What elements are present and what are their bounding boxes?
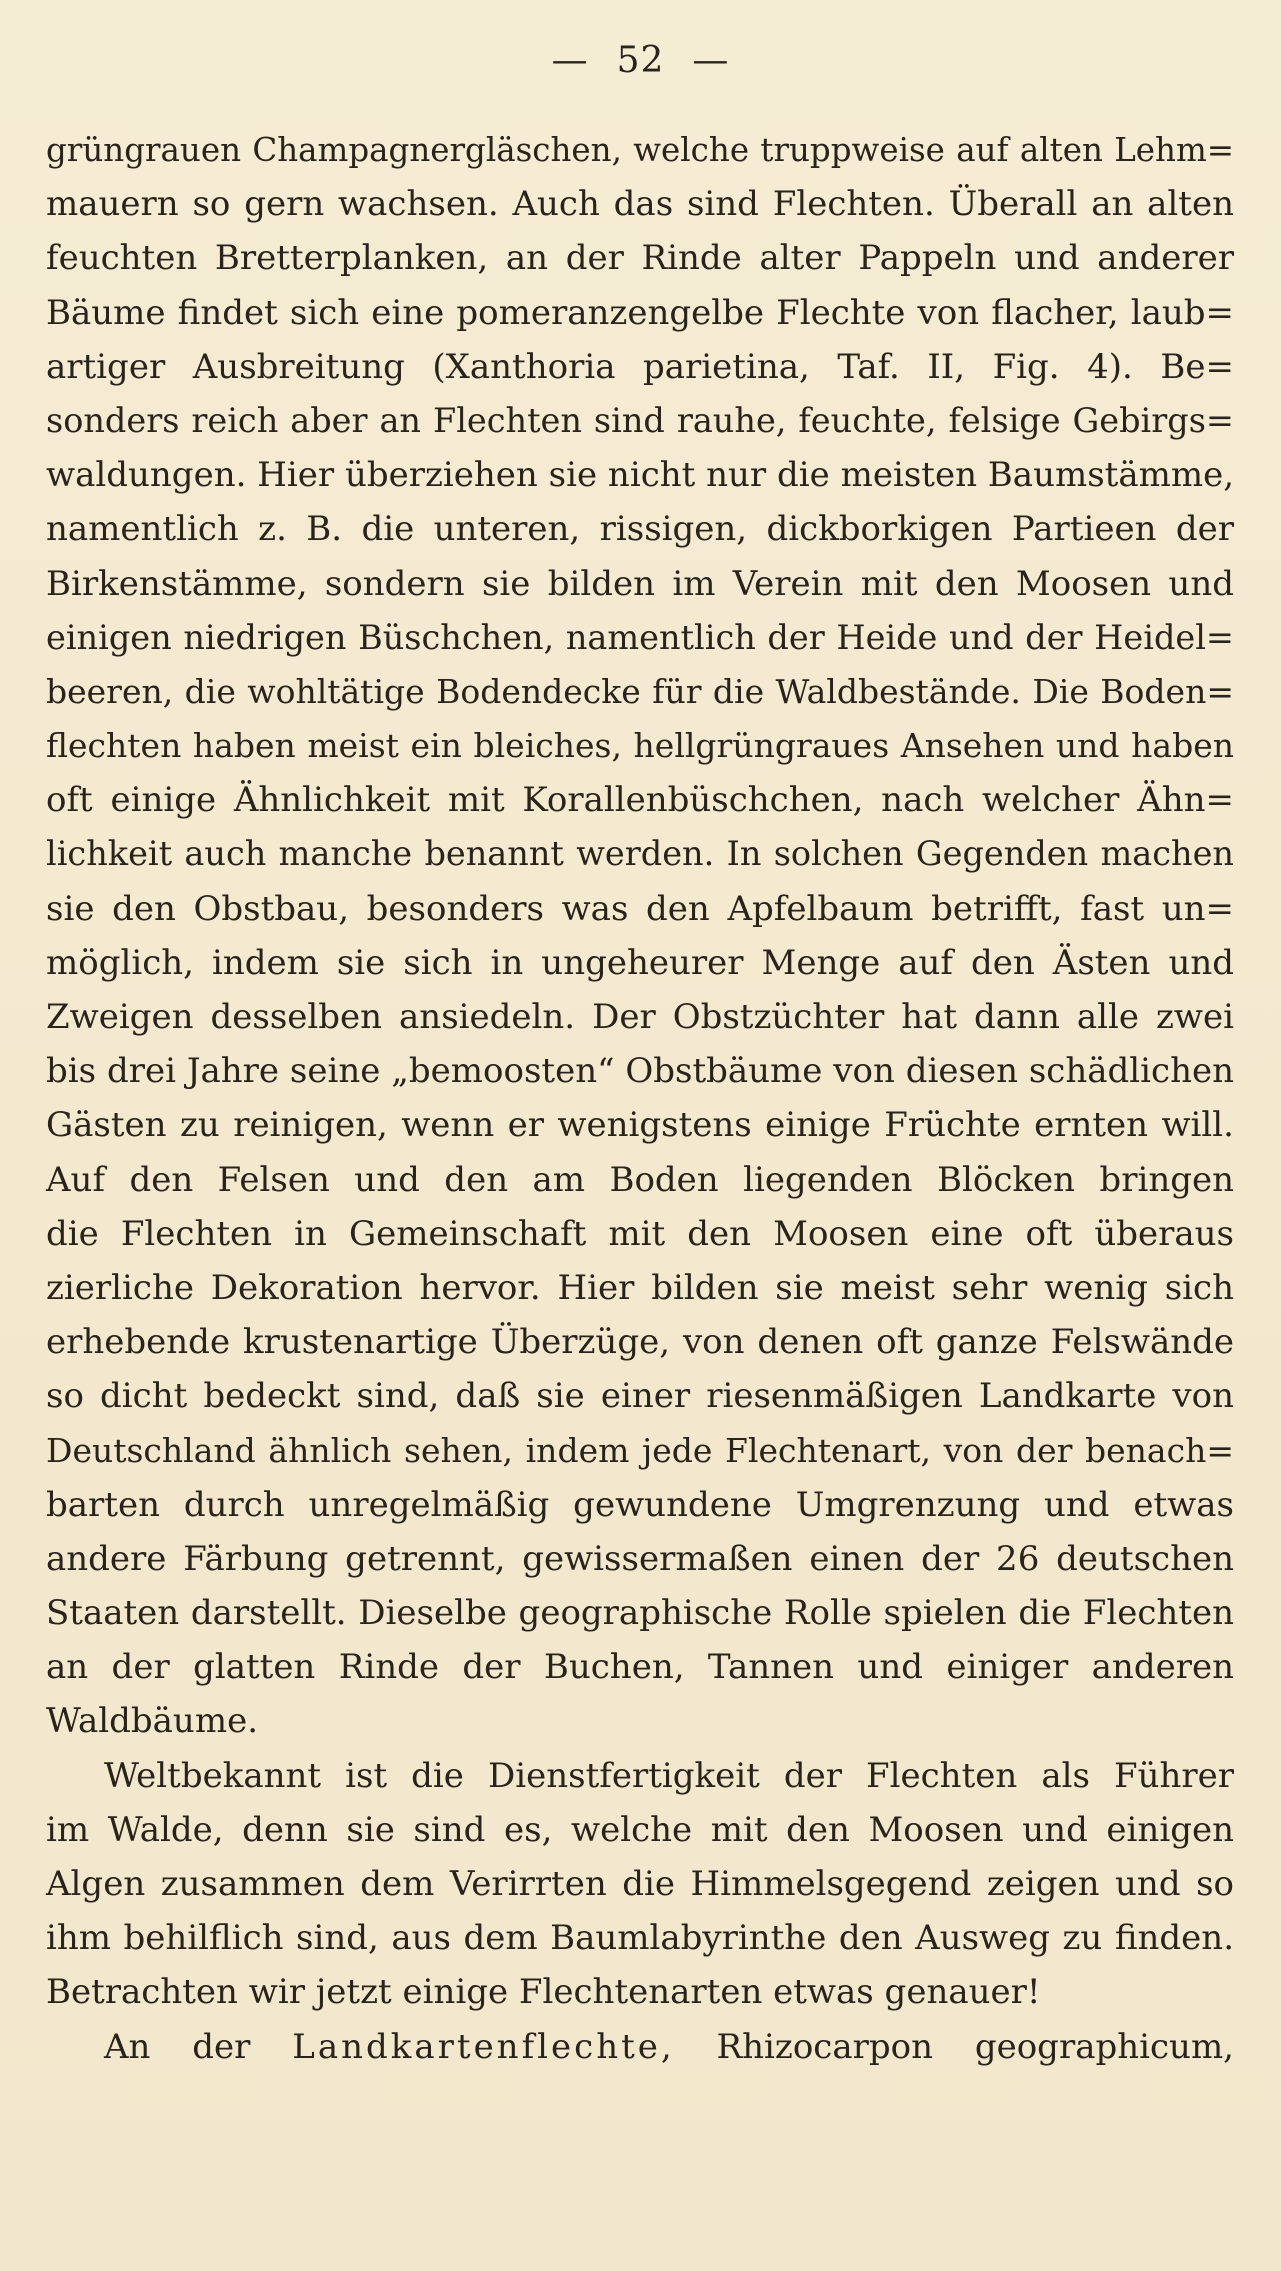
text-line: waldungen. Hier überziehen sie nicht nur die meisten Baumstämme,	[46, 455, 1234, 496]
text-line: Zweigen desselben ansiedeln. Der Obstzüchter hat dann alle zwei	[46, 997, 1234, 1037]
text-line: Auf den Felsen und den am Boden liegenden Blöcken bringen	[46, 1159, 1234, 1200]
text-line: feuchten Bretterplanken, an der Rinde alter Pappeln und anderer	[46, 238, 1234, 279]
body-text	[46, 123, 1234, 2074]
text-line: so dicht bedeckt sind, daß sie einer riesenmäßigen Landkarte von	[46, 1376, 1234, 1417]
header-dash-left: —	[551, 40, 589, 81]
text-line: beeren, die wohltätige Bodendecke für die Waldbestände. Die Boden=	[46, 671, 1234, 711]
line-suffix: Rhizocarpon geographicum,	[674, 2026, 1234, 2067]
text-line: namentlich z. B. die unteren, rissigen, dickborkigen Partieen der	[46, 509, 1234, 550]
text-line: erhebende krustenartige Überzüge, von denen oft ganze Felswände	[46, 1322, 1234, 1363]
text-line: Betrachten wir jetzt einige Flechtenarten etwas genauer!	[46, 1972, 1041, 2013]
text-line: barten durch unregelmäßig gewundene Umgrenzung und etwas	[46, 1484, 1234, 1525]
text-line-spaced	[46, 2020, 1234, 2074]
page-number: 52	[616, 40, 665, 81]
text-line: im Walde, denn sie sind es, welche mit den Moosen und einigen	[46, 1809, 1234, 1850]
text-line: möglich, indem sie sich in ungeheurer Menge auf den Ästen und	[46, 942, 1234, 983]
text-line: an der glatten Rinde der Buchen, Tannen und einiger anderen	[46, 1647, 1234, 1688]
text-line: sonders reich aber an Flechten sind rauhe, feuchte, felsige Gebirgs=	[46, 400, 1234, 440]
header-dash-right: —	[692, 40, 730, 81]
text-line: Weltbekannt ist die Dienstfertigkeit der Flechten als Führer	[104, 1755, 1234, 1796]
spaced-term: Landkartenflechte,	[292, 2026, 675, 2067]
text-line: grüngrauen Champagnergläschen, welche truppweise auf alten Lehm=	[46, 131, 1234, 169]
text-line: flechten haben meist ein bleiches, hellgrüngraues Ansehen und haben	[46, 726, 1234, 766]
page-header	[0, 40, 1281, 81]
text-line: bis drei Jahre seine „bemoosten“ Obstbäume von diesen schädlichen	[46, 1051, 1234, 1092]
paragraph-2	[46, 1749, 1234, 2020]
text-line: sie den Obstbau, besonders was den Apfelbaum betrifft, fast un=	[46, 888, 1234, 929]
paragraph-3	[46, 2020, 1234, 2074]
text-line: Bäume findet sich eine pomeranzengelbe Flechte von flacher, laub=	[46, 292, 1234, 333]
text-line: Staaten darstellt. Dieselbe geographische Rolle spielen die Flechten	[46, 1593, 1234, 1634]
text-line: artiger Ausbreitung (Xanthoria parietina, Taf. II, Fig. 4). Be=	[46, 346, 1234, 387]
text-line: Birkenstämme, sondern sie bilden im Verein mit den Moosen und	[46, 563, 1234, 604]
text-line: Gästen zu reinigen, wenn er wenigstens einige Früchte ernten will.	[46, 1105, 1234, 1146]
text-line: mauern so gern wachsen. Auch das sind Flechten. Überall an alten	[46, 184, 1234, 225]
text-line: oft einige Ähnlichkeit mit Korallenbüschchen, nach welcher Ähn=	[46, 780, 1234, 821]
text-line: Waldbäume.	[46, 1701, 259, 1742]
text-line: ihm behilflich sind, aus dem Baumlabyrinthe den Ausweg zu finden.	[46, 1918, 1234, 1959]
text-line: andere Färbung getrennt, gewissermaßen einen der 26 deutschen	[46, 1538, 1234, 1579]
text-line: Deutschland ähnlich sehen, indem jede Flechtenart, von der benach=	[46, 1430, 1234, 1470]
paragraph-1	[46, 123, 1234, 1749]
text-line: Algen zusammen dem Verirrten die Himmelsgegend zeigen und so	[46, 1864, 1234, 1904]
line-prefix: An der	[104, 2026, 293, 2067]
text-line: die Flechten in Gemeinschaft mit den Moosen eine oft überaus	[46, 1213, 1234, 1254]
text-line: einigen niedrigen Büschchen, namentlich der Heide und der Heidel=	[46, 617, 1234, 657]
text-line: lichkeit auch manche benannt werden. In solchen Gegenden machen	[46, 834, 1234, 874]
text-line: zierliche Dekoration hervor. Hier bilden sie meist sehr wenig sich	[46, 1267, 1234, 1308]
